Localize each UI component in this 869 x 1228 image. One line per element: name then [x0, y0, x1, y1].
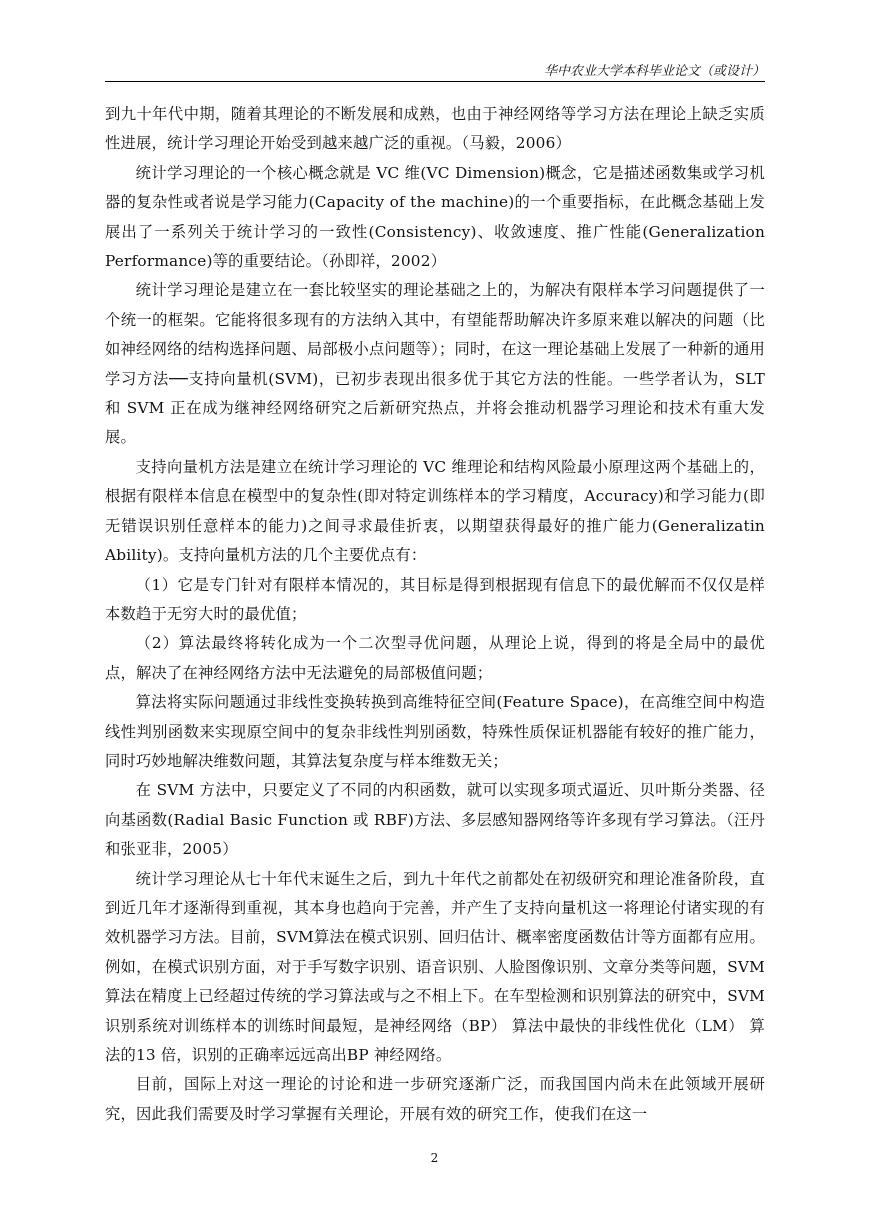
paragraph: 统计学习理论是建立在一套比较坚实的理论基础之上的，为解决有限样本学习问题提供了一个统一的框架。它能将很多现有的方法纳入其中，有望能帮助解决许多原来难以解决的问题（比如神经网络的结构选择问题、局部极小点问题等）；同时，在这一理论基础上发展了一种新的通用学习方法──支持向量机(SVM)，已初步表现出很多优于其它方法的性能。一些学者认为，SLT 和 SVM 正在成为继神经网络研究之后新研究热点，并将会推动机器学习理论和技术有重大发展。 [105, 281, 765, 447]
paragraph: 统计学习理论从七十年代末诞生之后，到九十年代之前都处在初级研究和理论准备阶段，直到近几年才逐渐得到重视，其本身也趋向于完善，并产生了支持向量机这一将理论付诸实现的有效机器学习方法。目前，SVM算法在模式识别、回归估计、概率密度函数估计等方面都有应用。例如，在模式识别方面，对于手写数字识别、语音识别、人脸图像识别、文章分类等问题，SVM算法在精度上已经超过传统的学习算法或与之不相上下。在车型检测和识别算法的研究中，SVM 识别系统对训练样本的训练时间最短，是神经网络（BP） 算法中最快的非线性优化（LM） 算法的13 倍，识别的正确率远远高出BP 神经网络。 [105, 869, 765, 1064]
header-divider [105, 81, 765, 82]
document-body [105, 100, 765, 1129]
paragraph: 算法将实际问题通过非线性变换转换到高维特征空间(Feature Space)，在高维空间中构造线性判别函数来实现原空间中的复杂非线性判别函数，特殊性质保证机器能有较好的推广能力，同时巧妙地解决维数问题，其算法复杂度与样本维数无关； [105, 693, 765, 770]
running-header: 华中农业大学本科毕业论文（或设计） [543, 64, 765, 79]
page-number: 2 [430, 1151, 439, 1165]
paragraph: 目前，国际上对这一理论的讨论和进一步研究逐渐广泛，而我国国内尚未在此领域开展研究，因此我们需要及时学习掌握有关理论，开展有效的研究工作，使我们在这一 [105, 1075, 765, 1123]
list-item: （1）它是专门针对有限样本情况的，其目标是得到根据现有信息下的最优解而不仅仅是样本数趋于无穷大时的最优值； [105, 575, 765, 623]
list-item: （2）算法最终将转化成为一个二次型寻优问题，从理论上说，得到的将是全局中的最优点，解决了在神经网络方法中无法避免的局部极值问题； [105, 634, 765, 682]
paragraph: 在 SVM 方法中，只要定义了不同的内积函数，就可以实现多项式逼近、贝叶斯分类器、径向基函数(Radial Basic Function 或 RBF)方法、多层感知器网络等许多现有学习算法。（汪丹和张亚非，2005） [105, 781, 765, 859]
paragraph: 统计学习理论的一个核心概念就是 VC 维(VC Dimension)概念，它是描述函数集或学习机器的复杂性或者说是学习能力(Capacity of the machine)的一个重要指标，在此概念基础上发展出了一系列关于统计学习的一致性(Consistency)、收敛速度、推广性能(Generalization Performance)等的重要结论。（孙即祥，2002） [105, 163, 765, 271]
paragraph: 到九十年代中期，随着其理论的不断发展和成熟，也由于神经网络等学习方法在理论上缺乏实质性进展，统计学习理论开始受到越来越广泛的重视。（马毅，2006） [105, 105, 765, 153]
paragraph: 支持向量机方法是建立在统计学习理论的 VC 维理论和结构风险最小原理这两个基础上的，根据有限样本信息在模型中的复杂性(即对特定训练样本的学习精度，Accuracy)和学习能力(即无错误识别任意样本的能力)之间寻求最佳折衷，以期望获得最好的推广能力(Generalizatin Ability)。支持向量机方法的几个主要优点有： [105, 457, 765, 565]
